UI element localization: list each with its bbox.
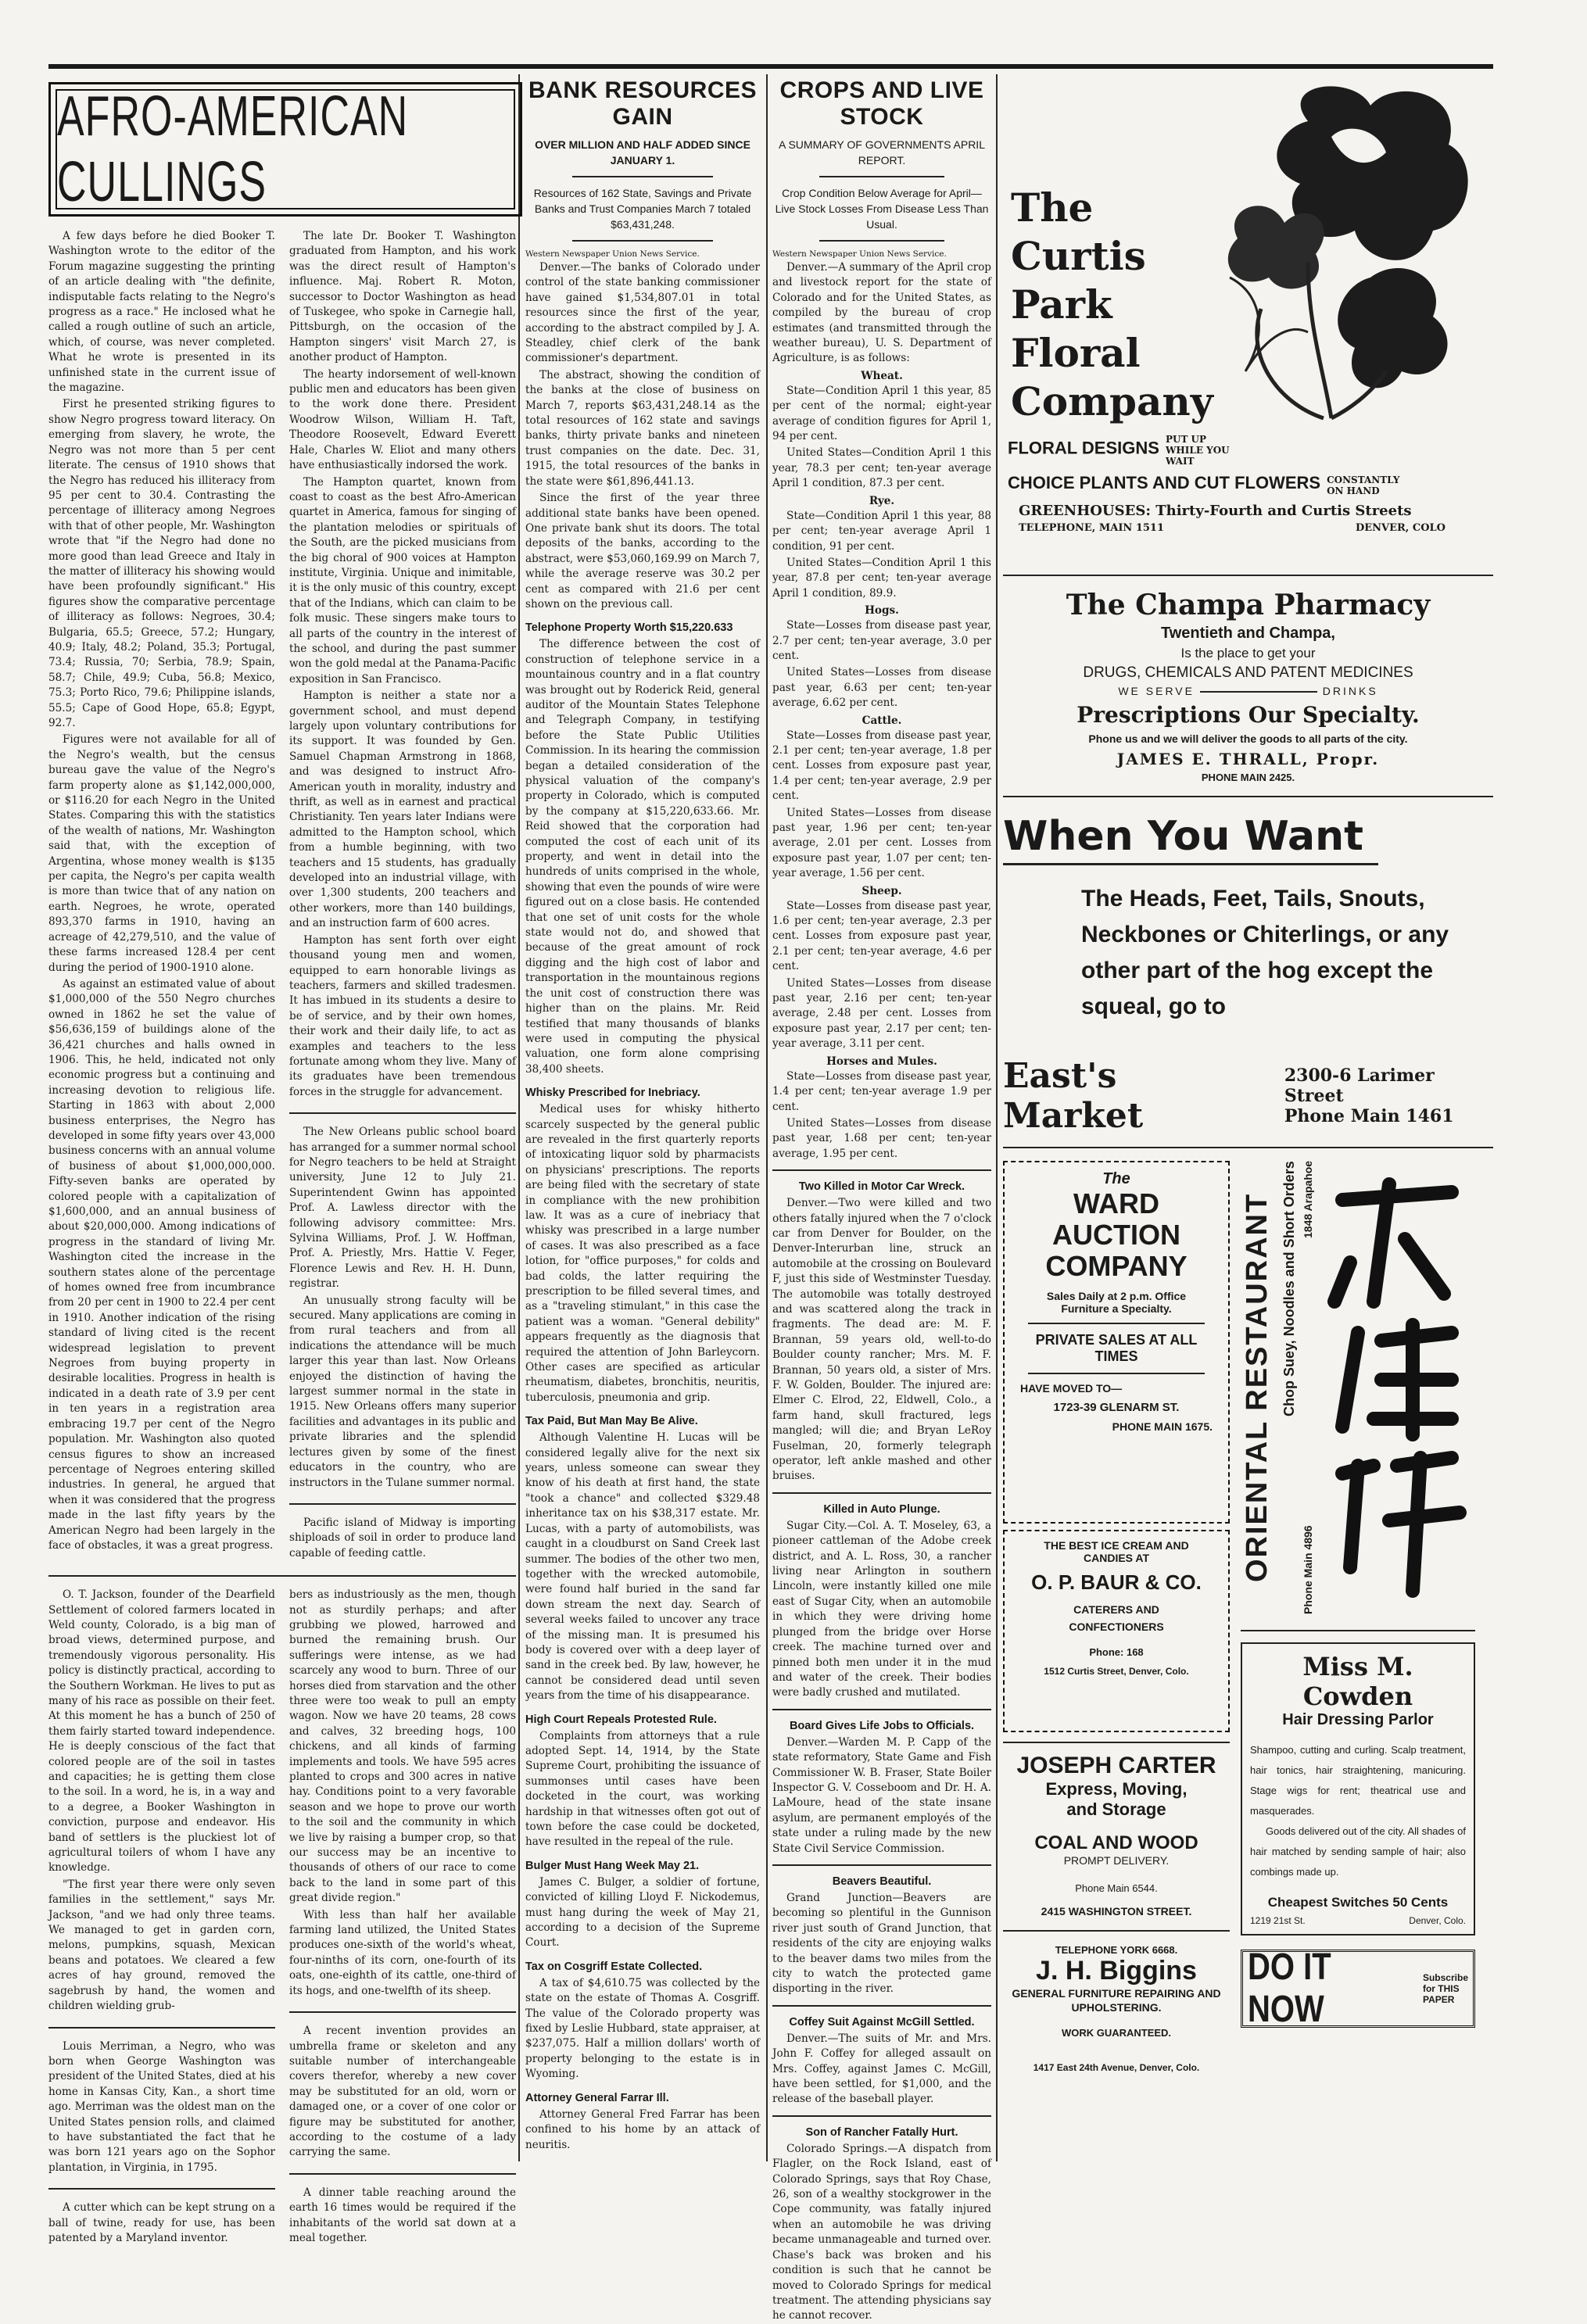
article-subhead: Tax on Cosgriff Estate Collected. xyxy=(525,1960,703,1973)
column-1 xyxy=(48,229,275,1563)
article-subhead: Bulger Must Hang Week May 21. xyxy=(525,1859,700,1872)
headline-bank: BANK RESOURCES GAIN xyxy=(528,77,758,130)
deck: Resources of 162 State, Savings and Private Banks and Trust Companies March 7 totaled $63,431,248. xyxy=(533,187,752,231)
article-subhead: Board Gives Life Jobs to Officials. xyxy=(789,1719,975,1732)
article-subhead: Beavers Beautiful. xyxy=(832,1875,932,1888)
ad-ward-auction: The WARD AUCTION COMPANY Sales Daily at 2 p.m. Office Furniture a Specialty. PRIVATE SALES AT ALL TIMES HAVE MOVED TO— 1723-39 GLENARM ST. PHONE MAIN 1675. xyxy=(1003,1161,1230,1524)
column-3 xyxy=(525,74,760,2161)
ad-joseph-carter: JOSEPH CARTER Express, Moving, and Storage COAL AND WOOD PROMPT DELIVERY. Phone Main 6544. 2415 WASHINGTON STREET. xyxy=(1016,1753,1216,1918)
article-subhead: Tax Paid, But Man May Be Alive. xyxy=(525,1415,698,1428)
deck: Crop Condition Below Average for April—Live Stock Losses From Disease Less Than Usual. xyxy=(775,187,989,231)
article-paragraph: The Hampton quartet, known from coast to coast as the best Afro-American quartet in America, famous for singing of the plantation melodies or spirituals of the South, are the picked musicians from the big choral of 900 voices at Hampton institute, Virginia. Unique and inimitable, it is the only music of this country, except that of the Indians, which can claim to be folk music. These singers make tours to all parts of the country in the interest of the school, and during the past summer won the gold medal at the Panama-Pacific exposition in San Francisco. xyxy=(289,475,516,686)
article-paragraph: Denver.—The suits of Mr. and Mrs. John F. Coffey for alleged assault on Mrs. Coffey, against James C. McGill, have been settled, for $1,000, and the release of the baseball player. xyxy=(772,2032,991,2106)
article-paragraph: Hampton has sent forth over eight thousand young men and women, equipped to earn honorable livings as teachers, farmers and skilled tradesmen. It has imbued in its students a desire to be of service, and by their own homes, their work and their daily life, to act as examples and teachers to the less fortunate among whom they live. Many of its graduates have been tremendous forces in the struggle for advancement. xyxy=(289,933,516,1098)
crop-section-head: Wheat. xyxy=(861,369,903,382)
article-paragraph: "The first year there were only seven families in the settlement," says Mr. Jackson, "and we had only three teams. We managed to get in garden corn, melons, pumpkins, squash, Mexican beans and potatoes. We cleared a few acres of hay ground, removed the sagebrush by hand, the women and children wielding grub- xyxy=(48,1878,275,2013)
article-paragraph: Denver.—A summary of the April crop and livestock report for the state of Colorado and for the United States, as compiled by the bureau of crop estimates (and transmitted through the weather bureau), U. S. Department of Agriculture, is as follows: xyxy=(772,261,991,365)
article-paragraph: The difference between the cost of construction of telephone service in a mountainous country and in a flat country was brought out by Roderick Reid, general auditor of the Mountain States Telephone and Telegraph Company, in testifying before the State Public Utilities Commission. In its hearing the commission began a detailed consideration of the physical valuation of the company's property in Colorado, which is computed by the company at $15,220,633.66. Mr. Reid showed that the corporation had computed the cost of each unit of its property, and went in detail into the hundreds of units comprised in the whole, showing that even the pounds of wire were figured out on a close basis. He contended that one set of unit costs for the whole state would not do, and showed that because of the great amount of rock digging and the high cost of labor and transportation in the mountainous regions the unit cost of construction there was higher than on the plains. Mr. Reid testified that many thousands of blanks were used in computing the physical valuation, one form alone comprising 38,400 sheets. xyxy=(525,638,760,1076)
column-1-lower xyxy=(48,1588,275,2247)
article-subhead: Coffey Suit Against McGill Settled. xyxy=(789,2015,975,2029)
article-paragraph: Grand Junction—Beavers are becoming so plentiful in the Gunnison river just south of Grand Junction, that residents of the city are enjoying walks to the beaver dams two miles from the city to watch the protected game disporting in the river. xyxy=(772,1891,991,1996)
ad-biggins: TELEPHONE YORK 6668. J. H. Biggins GENERAL FURNITURE REPAIRING AND UPHOLSTERING. WORK GUARANTEED. 1417 East 24th Avenue, Denver, Colo. xyxy=(1012,1944,1221,2073)
article-paragraph: James C. Bulger, a soldier of fortune, convicted of killing Lloyd F. Nickodemus, must hang during the week of May 21, according to a decision of the Supreme Court. xyxy=(525,1875,760,1950)
article-paragraph: With less than half her available farming land utilized, the United States produces one-sixth of the world's wheat, four-ninths of its corn, one-fourth of its oats, one-eighth of its cattle, one-third of its hogs, and one-twelfth of its sheep. xyxy=(289,1908,516,1997)
crop-section-head: Hogs. xyxy=(865,604,899,618)
ad-champa-pharmacy: The Champa Pharmacy Twentieth and Champa, Is the place to get your DRUGS, CHEMICALS AND PATENT MEDICINES WE SERVE DRINKS Prescriptions Our Specialty. Phone us and we will deliver the goods to all parts of the city. JAMES E. THRALL, Propr. PHONE MAIN 2425. xyxy=(1066,589,1431,783)
column-rule xyxy=(766,74,768,2161)
ad-oriental-restaurant: ORIENTAL RESTAURANT Chop Suey, Noodles and Short Orders 1848 Arapahoe Phone Main 4896 xyxy=(1241,1161,1475,1631)
article-paragraph: Denver.—Two were killed and two others fatally injured when the 7 o'clock car from Denver for Boulder, on the Denver-Interurban line, struck an automobile at the crossing on Boulevard F, just this side of Westminster Tuesday. The automobile was totally destroyed and was scattered along the track in fragments. The dead are: M. F. Brannan, 59 years old, well-to-do Boulder county rancher; Mrs. M. F. Brannan, 50 years old, a sister of Mrs. F. W. Golden, Boulder. The injured are: Elmer C. Elrod, 22, Eldwell, Colo., a farm hand, skull fractured, legs mangled; will die; and Bryan LeRoy Fuselman, 20, formerly telegraph operator, left ankle mashed and other bruises. xyxy=(772,1197,991,1483)
article-paragraph: Although Valentine H. Lucas will be considered legally alive for the next six years, unless someone can swear they know of his death at first hand, the state "took a chance" and collected $329.48 inheritance tax on his $38,317 estate. Mr. Lucas, with a party of automobilists, was caught in a cloudburst on Sand Creek last summer. The bodies of the other two men, together with the wrecked automobile, were found half buried in the sand far down stream the next day. Search of several weeks failed to uncover any trace of the missing man. It is presumed his body is covered over with a deep layer of sand in the creek bed. By law, however, he cannot be considered dead until seven years from the time of his disappearance. xyxy=(525,1431,760,1703)
article-paragraph: United States—Condition April 1 this year, 78.3 per cent; ten-year average April 1 condition, 87.3 per cent. xyxy=(772,446,991,490)
ad-op-baur: THE BEST ICE CREAM AND CANDIES AT O. P. BAUR & CO. CATERERS AND CONFECTIONERS Phone: 168 1512 Curtis Street, Denver, Colo. xyxy=(1003,1530,1230,1732)
deck: A SUMMARY OF GOVERNMENTS APRIL REPORT. xyxy=(779,138,985,167)
advertisements xyxy=(1003,74,1493,2165)
article-paragraph: A few days before he died Booker T. Washington wrote to the editor of the Forum magazine suggesting the printing of an article dealing with "the definite, indisputable facts relating to the Negro's progress as a race." He inclosed what he called a rough outline of such an article, which, of course, was never completed. What he wrote is presented in its unfinished state in the current issue of the magazine. xyxy=(48,230,275,395)
left-section xyxy=(48,74,516,2244)
article-paragraph: Louis Merriman, a Negro, who was born when George Washington was president of the United States, died at his home in Kansas City, Kan., a short time ago. Merriman was the oldest man on the United States pension rolls, and claimed to have substantiated the fact that he was born 121 years ago on the Sophor plantation, in Virginia, in 1795. xyxy=(48,2039,275,2174)
article-subhead: Whisky Prescribed for Inebriacy. xyxy=(525,1087,700,1100)
curtis-text: FLORAL DESIGNS PUT UP WHILE YOU WAIT CHOICE PLANTS AND CUT FLOWERS CONSTANTLY ON HAND GREENHOUSES: Thirty-Fourth and Curtis Streets TELEPHONE, MAIN 1511 DENVER, COLO xyxy=(1008,434,1445,534)
article-paragraph: The New Orleans public school board has arranged for a summer normal school for Negro teachers to be held at Straight university, June 12 to July 21. Superintendent Gwinn has appointed Prof. A. Lawless director with the following advisory committee: Mrs. Sylvina Williams, Prof. J. W. Hoffman, Prof. A. Priestly, Mrs. Hattie V. Feger, Florence Lewis and Rev. H. H. Dunn, registrar. xyxy=(289,1126,516,1291)
top-rule xyxy=(48,64,1493,69)
article-paragraph: State—Losses from disease past year, 2.7 per cent; ten-year average, 3.0 per cent. xyxy=(772,619,991,662)
article-paragraph: O. T. Jackson, founder of the Dearfield Settlement of colored farmers located in Weld county, Colorado, is a big man of broad views, determined purpose, and tremendously vigorous personality. His policy is distinctly practical, according to the Southern Workman. He lives to put as many of his race as possible on their feet. At this moment he has a bunch of 250 of them fairly started toward independence. He is deeply conscious of the fact that colored people are of the soil in tastes and capacities; he is getting them close to the soil. In a word, he is, in a way and to a degree, a Booker Washington in conviction, purpose and endeavor. His band of settlers is the pluckiest lot of agricultural toilers of whom I have any knowledge. xyxy=(48,1588,275,1875)
flowers-illustration xyxy=(1214,74,1488,434)
article-paragraph: First he presented striking figures to show Negro progress toward literacy. On emerging from slavery, he wrote, the Negro was not more than 5 per cent literate. The census of 1910 shows that the Negro has reduced his illiteracy from 95 per cent to 30.4. Contrasting the percentage of illiteracy among Negroes with that of other people, Mr. Washington wrote that "if the Negro had done no more good than lead Greece and Italy in the matter of illiteracy his showing would have been profoundly significant." His figures show the comparative percentage of illiteracy as follows: Negroes, 30.4; Bulgaria, 65.5; Greece, 57.2; Hungary, 40.9; Italy, 48.2; Poland, 35.3; Portugal, 73.4; Russia, 70; Serbia, 78.9; Spain, 58.7; Chile, 49.9; Cuba, 56.8; Mexico, 75.3; Porto Rico, 79.6; Philippine islands, 55.5; Cape of Good Hope, 65.8; Egypt, 92.7. xyxy=(48,398,275,729)
masthead-title: AFRO-AMERICAN CULLINGS xyxy=(57,84,409,214)
article-paragraph: United States—Losses from disease past year, 1.68 per cent; ten-year average, 1.95 per cent. xyxy=(772,1116,991,1160)
crop-section-head: Cattle. xyxy=(862,714,902,727)
article-paragraph: United States—Losses from disease past year, 1.96 per cent; ten-year average, 2.01 per cent. Losses from exposure past year, 1.07 per cent; ten-year average, 1.56 per cent. xyxy=(772,806,991,880)
dateline: Western Newspaper Union News Service. xyxy=(525,249,700,259)
article-paragraph: The late Dr. Booker T. Washington graduated from Hampton, and his work was the direct result of Hampton's influence. Maj. Robert R. Moton, successor to Doctor Washington as head of Tuskegee, who spoke in Carnegie hall, Pittsburgh, on the occasion of the Hampton singers' visit March 27, is another product of Hampton. xyxy=(289,230,516,364)
article-paragraph: State—Losses from disease past year, 2.1 per cent; ten-year average, 1.8 per cent. Losses from exposure past year, 1.4 per cent; ten-year average, 2.9 per cent. xyxy=(772,729,991,803)
article-subhead: Two Killed in Motor Car Wreck. xyxy=(798,1180,965,1194)
crop-section-head: Rye. xyxy=(869,494,895,507)
article-paragraph: Hampton is neither a state nor a government school, and must depend largely upon voluntary contributions for its support. It was founded by Gen. Samuel Chapman Armstrong in 1868, and was designed to instruct Afro-American youth in morality, industry and thrift, as well as in earnest and practical Christianity. Ten years later Indians were admitted to the Hampton school, which from a humble beginning, with two teachers and 15 students, has gradually developed into an industrial village, with over 1,300 students, 200 teachers and other workers, more than 140 buildings, and an instruction farm of 600 acres. xyxy=(289,689,516,930)
article-paragraph: Pacific island of Midway is importing shiploads of soil in order to produce land capable of feeding cattle. xyxy=(289,1516,516,1559)
ad-subscribe[interactable]: DO IT NOW Subscribe for THIS PAPER xyxy=(1241,1950,1475,2028)
column-2 xyxy=(289,229,516,1563)
article-subhead: Killed in Auto Plunge. xyxy=(823,1502,940,1516)
article-paragraph: Sugar City.—Col. A. T. Moseley, 63, a pioneer cattleman of the Adobe creek district, and A. L. Ross, 30, a rancher living near Arlington in southern Lincoln, were instantly killed one mile east of Sugar City, when an automobile in which they were driving home plunged from the bridge over Horse creek. The machine turned over and pinned both men under it in the mud and water of the creek. Their bodies were badly crushed and mutilated. xyxy=(772,1519,991,1699)
chinese-characters-icon xyxy=(1327,1169,1467,1606)
article-subhead: Attorney General Farrar Ill. xyxy=(525,2091,669,2104)
article-paragraph: As against an estimated value of about $1,000,000 of the 550 Negro churches owned in 1862 he set the value of $56,636,159 of buildings alone of the 36,421 churches and halls owned in 1906. This, he held, indicated not only economic progress but a continuing and increasing devotion to religious life. Starting in 1863 with about 2,000 business enterprises, the Negro has developed in some fifty years over 43,000 business concerns with an annual volume of business of about $1,000,000,000. Fifty-seven banks are operated by colored people with a capitalization of $1,600,000, and an annual business of about $20,000,000. Among indications of progress in the standard of living Mr. Washington cited the increase in the southern states alone of the percentage of homes owned free from incumbrance from 20 per cent in 1900 to 22.4 per cent in 1910. Another indication of the rising standard of living cited is the recent widespread legislation to prevent Negroes from buying property in desirable localities. Progress in health is indicated in a death rate of 3.9 per cent in ten years in a registration area embracing 19.7 per cent of the Negro population. Mr. Washington also quoted census figures to show an increased percentage of Negroes entering skilled industries. In general, he argued that when it was considered that the progress made in the last fifty years by the American Negro had been largely in the face of obstacles, it was a great progress. xyxy=(48,977,275,1552)
column-2-lower xyxy=(289,1588,516,2247)
headline-crops: CROPS AND LIVE STOCK xyxy=(779,77,984,130)
article-paragraph: United States—Losses from disease past year, 2.16 per cent; ten-year average, 2.48 per cent. Losses from exposure past year, 2.17 per cent; ten-year average, 3.11 per cent. xyxy=(772,976,991,1051)
column-4 xyxy=(772,74,991,2322)
article-paragraph: bers as industriously as the men, though not as sturdily perhaps; and after grubbing we plowed, harrowed and burned the remaining brush. Our sufferings were intense, as we had scarcely any wood to burn. Three of our horses died from starvation and the other three were too weak to pull an empty wagon. Now we have 20 teams, 28 cows and calves, 32 breeding hogs, 100 chickens, and all kinds of farming implements and tools. We have 595 acres planted to crops and 300 acres in native hay. Conditions point to a very favorable season and we hope to prove our worth to the soil and the community in which we live by raising a bumper crop, so that our success may be an incentive to thousands of others of our race to come back to the land in some part of this great divide region." xyxy=(289,1588,516,1905)
article-paragraph: A tax of $4,610.75 was collected by the state on the estate of Thomas A. Cosgriff. The value of the Colorado property was fixed by Leslie Hubbard, state appraiser, at $237,075. Half a million dollars' worth of property belonging to the estate is in Wyoming. xyxy=(525,1976,760,2081)
article-subhead: Son of Rancher Fatally Hurt. xyxy=(805,2125,958,2139)
ad-miss-cowden: Miss M. Cowden Hair Dressing Parlor Shampoo, cutting and curling. Scalp treatment, hair tonics, hair straightening, manicuring. Stage wigs for rent; theatrical use and masquerades. Goods delivered out of the city. All shades of hair matched by sending sample of hair; also combings made up. Cheapest Switches 50 Cents 1219 21st St. Denver, Colo. xyxy=(1241,1642,1475,1935)
article-paragraph: Figures were not available for all of the Negro's wealth, but the census bureau gave the value of the Negro's farm property alone as $1,142,000,000, or $116.20 for each Negro in the United States. Comparing this with the statistics of the wealth of nations, Mr. Washington said that, with the exception of Argentina, whose money wealth is $135 per capita, the Negro's per capita wealth is more than twice that of any nation on earth. Negroes, he wrote, operated 893,370 farms in 1910, having an acreage of 42,279,510, and the value of these farms increased 128.4 per cent during the period of 1900-1910 alone. xyxy=(48,733,275,974)
crop-section-head: Horses and Mules. xyxy=(826,1055,937,1068)
article-paragraph: Denver.—The banks of Colorado under control of the state banking commissioner have gained $1,534,807.01 in total resources since the first of the year, according to the abstract compiled by J. A. Steadley, chief clerk of the bank commissioner's department. xyxy=(525,261,760,365)
article-paragraph: Since the first of the year three additional state banks have been opened. One private bank shut its doors. The total deposits of the banks, according to the abstract, were $53,060,169.99 on March 7, while the average reserve was 30.2 per cent as compared with 21.6 per cent shown on the previous call. xyxy=(525,492,760,611)
article-paragraph: The abstract, showing the condition of the banks at the close of business on March 7, reports $63,431,248.14 as the total resources of 162 state and savings banks, thirty private banks and nineteen trust companies on the date. Dec. 31, 1915, the total resources of the banks in the state were $61,896,441.13. xyxy=(525,368,760,488)
article-paragraph: Attorney General Fred Farrar has been confined to his home by an attack of neuritis. xyxy=(525,2107,760,2151)
article-paragraph: State—Losses from disease past year, 1.4 per cent; ten-year average 1.9 per cent. xyxy=(772,1069,991,1113)
dateline: Western Newspaper Union News Service. xyxy=(772,249,947,259)
article-paragraph: State—Condition April 1 this year, 88 per cent; ten-year average April 1 condition, 91 per cent. xyxy=(772,509,991,553)
article-subhead: High Court Repeals Protested Rule. xyxy=(525,1713,717,1726)
article-paragraph: An unusually strong faculty will be secured. Many applications are coming in from rural teachers and from all indications the attendance will be much larger this year than last. Now Orleans enjoyed the distinction of having the largest summer normal in the state in 1915. New Orleans offers many superior facilities and advantages in its public and private libraries and the splendid lectures given by some of the finest educators in the country, who are instructors in the Tulane summer normal. xyxy=(289,1294,516,1489)
article-paragraph: United States—Condition April 1 this year, 87.8 per cent; ten-year average April 1 condition, 89.9. xyxy=(772,556,991,600)
article-paragraph: A cutter which can be kept strung on a ball of twine, ready for use, has been patented by a Maryland inventor. xyxy=(48,2201,275,2244)
article-paragraph: A dinner table reaching around the earth 16 times would be required if the inhabitants of the world sat down at a meal together. xyxy=(289,2186,516,2244)
article-paragraph: Colorado Springs.—A dispatch from Flagler, on the Rock Island, east of Colorado Springs, says that Roy Chase, 26, son of a wealthy stockgrower in the Cope community, was fatally injured when an automobile he was driving became unmanageable and turned over. Chase's back was broken and his condition is such that he cannot be moved to Colorado Springs for medical treatment. The attending physicians say he cannot recover. xyxy=(772,2142,991,2322)
article-paragraph: The hearty indorsement of well-known public men and educators has been given to the work done there. President Woodrow Wilson, William H. Taft, Theodore Roosevelt, Edward Everett Hale, Charles W. Eliot and many others have enthusiastically indorsed the work. xyxy=(289,367,516,472)
ad-easts-market: When You Want The Heads, Feet, Tails, Snouts, Neckbones or Chiterlings, or any other part of the hog except the squeal, go to East's Market 2300-6 Larimer Street Phone Main 1461 xyxy=(1003,813,1454,1136)
deck: OVER MILLION AND HALF ADDED SINCE JANUARY 1. xyxy=(535,138,751,167)
article-paragraph: Complaints from attorneys that a rule adopted Sept. 14, 1914, by the State Supreme Court, prohibiting the issuance of summonses until cases have been docketed in the court, was working hardship in that witnesses often got out of town before the case could be docketed, have resulted in the repeal of the rule. xyxy=(525,1729,760,1849)
article-paragraph: Medical uses for whisky hitherto scarcely suspected by the general public are revealed in the first quarterly reports of intoxicating liquor sold by pharmacists on physicians' prescriptions. The reports are being filed with the secretary of state in compliance with the new prohibition law. It was as a cure of inebriacy that whisky was prescribed in a large number of cases. It was also prescribed as a face lotion, for "office purposes," for colds and bad colds, the latter requiring the prescription to be filled several times, and as a "traveling stimulant," in this case the patient was a woman. "General debility" appears frequently as the diagnosis that required the attention of John Barleycorn. Other cases are specified as articular rheumatism, diabetes, bronchitis, neuritis, tuberculosis, pneumonia and grip. xyxy=(525,1103,760,1404)
column-rule xyxy=(518,74,520,2161)
article-paragraph: State—Condition April 1 this year, 85 per cent of the normal; eight-year average of condition figures for April 1, 94 per cent. xyxy=(772,384,991,443)
crop-section-head: Sheep. xyxy=(862,884,902,897)
article-subhead: Telephone Property Worth $15,220.633 xyxy=(525,621,733,635)
article-paragraph: United States—Losses from disease past year, 6.63 per cent; ten-year average, 6.62 per cent. xyxy=(772,666,991,710)
article-paragraph: Denver.—Warden M. P. Capp of the state reformatory, State Game and Fish Commissioner W. B. Fraser, State Boiler Inspector G. V. Cosseboom and Dr. H. A. LaMoure, head of the state insane asylum, are permanent employés of the state under a ruling made by the new State Civil Service Commission. xyxy=(772,1735,991,1855)
ad-curtis-park-floral xyxy=(1003,74,1493,567)
masthead-box xyxy=(48,82,522,217)
curtis-name: The Curtis Park Floral Company xyxy=(1011,184,1213,424)
article-paragraph: A recent invention provides an umbrella frame or skeleton and any suitable number of interchangeable covers therefor, whereby a new cover may be substituted for an old, worn or damaged one, or a cover of one color or figure may be substituted for another, according to the costume of a lady carrying the same. xyxy=(289,2025,516,2159)
article-paragraph: State—Losses from disease past year, 1.6 per cent; ten-year average, 2.3 per cent. Losses from exposure past year, 2.1 per cent; ten-year average, 4.6 per cent. xyxy=(772,899,991,973)
column-rule xyxy=(996,74,998,2161)
